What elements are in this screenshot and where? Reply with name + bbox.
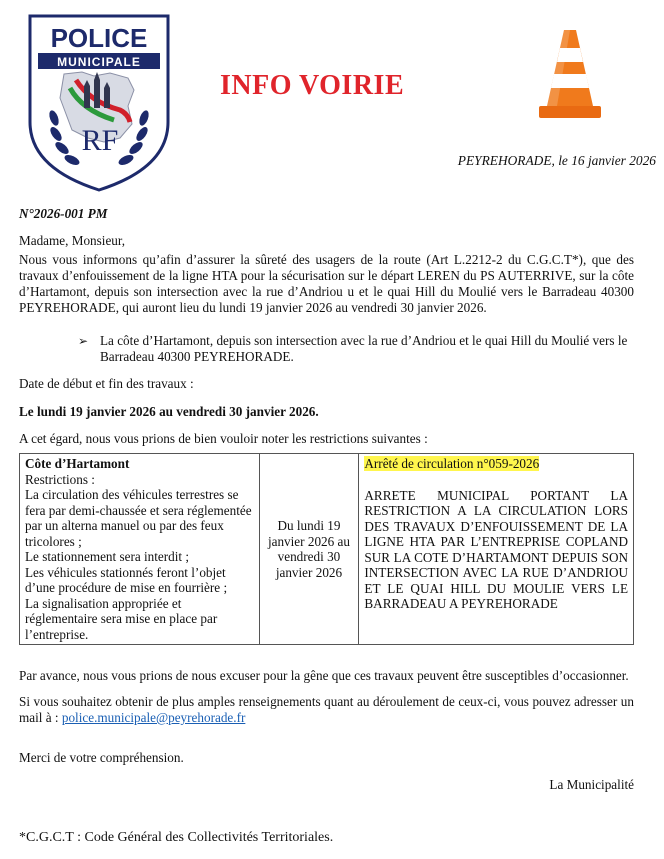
bullet-text: La côte d’Hartamont, depuis son intersection avec la rue d’Andriou et le quai Hill du Moulié vers le Barradeau 40300 PEYREHORADE. bbox=[100, 333, 628, 364]
intro-paragraph: Nous vous informons qu’afin d’assurer la sûreté des usagers de la route (Art L.2212-2 du C.G.C.T*), que des travaux d’enfouissement de la ligne HTA pour la sécurisation sur le départ LEREN du PS AUTERRIVE, sur la côte d’Hartamont, depuis son intersection avec la rue d’Andriou u et le quai Hill du Moulié vers le Barradeau 40300 PEYREHORADE, qui auront lieu du lundi 19 janvier 2026 au vendredi 30 janvier 2026. bbox=[19, 252, 634, 315]
police-municipale-logo bbox=[24, 10, 174, 194]
restriction-item: Le stationnement sera interdit ; bbox=[25, 549, 190, 564]
restriction-item: La circulation des véhicules terrestres se fera par demi-chaussée et sera réglementée par un alterna manuel ou par des feux tricolores ; bbox=[25, 487, 252, 549]
place-date: PEYREHORADE, le 16 janvier 2026 bbox=[457, 153, 656, 168]
dates-label: Date de début et fin des travaux : bbox=[19, 376, 194, 391]
period-cell: Du lundi 19 janvier 2026 au vendredi 30 janvier 2026 bbox=[259, 454, 359, 645]
greeting: Madame, Monsieur, bbox=[19, 233, 126, 248]
traffic-cone-icon bbox=[537, 26, 603, 122]
arrete-title: Arrêté de circulation n°059-2026 bbox=[364, 456, 540, 471]
restriction-item: La signalisation appropriée et réglementaire sera mise en place par l’entreprise. bbox=[25, 595, 218, 642]
logo-subtitle-text: MUNICIPALE bbox=[57, 55, 141, 69]
street-name: Côte d’Hartamont bbox=[25, 456, 130, 471]
arrete-text: ARRETE MUNICIPAL PORTANT LA RESTRICTION A LA CIRCULATION LORS DES TRAVAUX D’ENFOUISSEMENT DE LA LIGNE HTA PAR L’ENTREPRISE COPLAND SUR LA COTE D’HARTAMONT DEPUIS SON INTERSECTION AVEC LA RUE D’ANDRIOU ET LE QUAI HILL DU MOULIE VERS LE BARRADEAU A PEYREHORADE bbox=[364, 487, 628, 611]
footnote: *C.G.C.T : Code Général des Collectivités Territoriales. bbox=[19, 830, 334, 845]
email-link[interactable]: police.municipale@peyrehorade.fr bbox=[61, 710, 246, 725]
restrictions-table bbox=[19, 453, 634, 645]
thanks-text: Merci de votre compréhension. bbox=[19, 750, 184, 765]
arrete-cell bbox=[359, 454, 634, 645]
info-text: Si vous souhaitez obtenir de plus amples renseignements quant au déroulement de ceux-ci, vous pouvez adresser un mail à : bbox=[19, 694, 634, 725]
page-title: INFO VOIRIE bbox=[220, 70, 405, 101]
restrictions-cell bbox=[20, 454, 260, 645]
signature: La Municipalité bbox=[549, 777, 634, 792]
restriction-item: Les véhicules stationnés feront l’objet d’une procédure de mise en fourrière ; bbox=[25, 564, 228, 595]
apology-paragraph: Par avance, nous vous prions de nous excuser pour la gêne que ces travaux peuvent être susceptibles d’occasionner. bbox=[19, 668, 629, 683]
dates-value: Le lundi 19 janvier 2026 au vendredi 30 janvier 2026. bbox=[19, 404, 319, 419]
info-paragraph bbox=[19, 694, 634, 726]
logo-monogram: RF bbox=[81, 124, 119, 157]
table-row bbox=[20, 454, 634, 645]
restrictions-intro: A cet égard, nous vous prions de bien vouloir noter les restrictions suivantes : bbox=[19, 431, 428, 446]
restrictions-heading: Restrictions : bbox=[25, 471, 95, 487]
logo-title-text: POLICE bbox=[50, 23, 148, 53]
arrow-bullet-icon: ➢ bbox=[78, 334, 89, 348]
reference-number: N°2026-001 PM bbox=[19, 206, 108, 221]
